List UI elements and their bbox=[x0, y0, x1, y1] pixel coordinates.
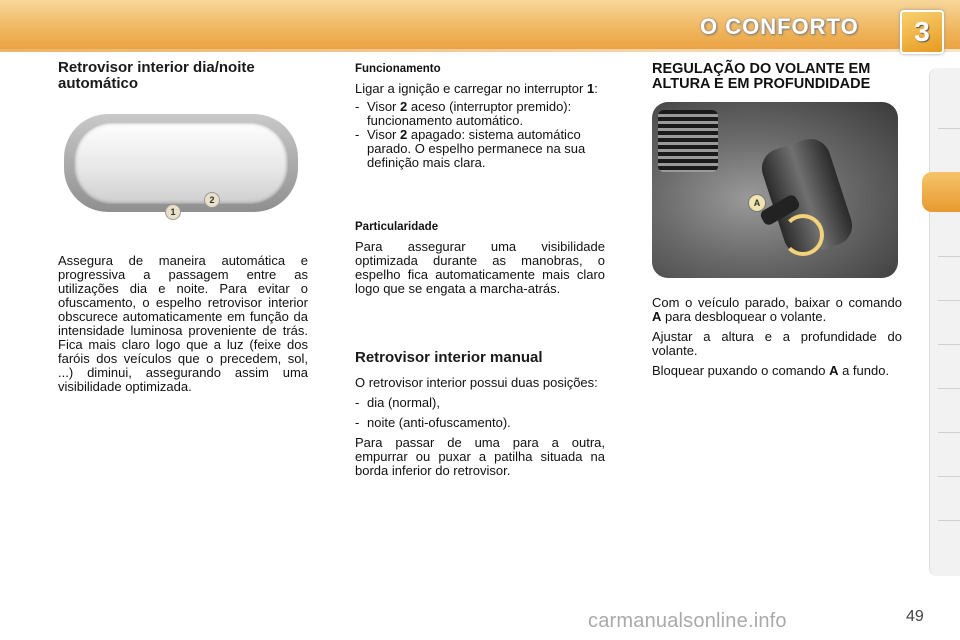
text-fragment: apagado: sistema automático parado. O espelho permanece na sua definição mais clara. bbox=[367, 127, 586, 170]
steering-step-2: Ajustar a altura e a profundidade do volante. bbox=[652, 329, 902, 358]
section-title-funcionamento: Funcionamento bbox=[355, 63, 441, 75]
steering-step-1 bbox=[652, 296, 902, 324]
auto-mirror-description: Assegura de maneira automática e progressiva a passagem entre as utilizações dia e noite. Para evitar o ofuscamento, o espelho retrovisor interior obscurece automaticamente em função da intensidade luminosa proveniente de trás. Fica mais claro logo que a luz (feixe dos faróis dos veículos que o precedem, sol, ...) diminui, assegurando assim uma visibilidade optimizada. bbox=[58, 253, 308, 394]
control-ref: A bbox=[829, 363, 839, 378]
callout-a: A bbox=[748, 194, 766, 212]
manual-body: Para passar de uma para a outra, empurrar ou puxar a patilha situada na borda inferior do retrovisor. bbox=[355, 435, 605, 478]
text-fragment: aceso (interruptor premido): funcionamento automático. bbox=[367, 99, 572, 128]
callout-1: 1 bbox=[165, 204, 181, 220]
funcionamento-intro bbox=[355, 82, 605, 96]
indicator-ref: 2 bbox=[400, 99, 408, 114]
page-number: 49 bbox=[906, 608, 924, 625]
side-tab-active[interactable] bbox=[922, 172, 960, 212]
side-tab[interactable] bbox=[938, 388, 960, 389]
chapter-number-badge: 3 bbox=[900, 10, 944, 54]
side-tab[interactable] bbox=[938, 432, 960, 433]
section-title-auto-mirror: Retrovisor interior dia/noite automático bbox=[58, 59, 255, 92]
list-item bbox=[355, 128, 605, 170]
text-fragment: Visor bbox=[367, 99, 400, 114]
funcionamento-list bbox=[355, 100, 605, 170]
side-tab[interactable] bbox=[938, 128, 960, 129]
particularidade-body: Para assegurar uma visibilidade optimizada durante as manobras, o espelho fica automaticamente mais claro logo que se engata a marcha-atrás. bbox=[355, 239, 605, 296]
chapter-side-tabs bbox=[929, 68, 960, 576]
text-fragment: a fundo. bbox=[838, 363, 890, 378]
mirror-frame bbox=[64, 114, 298, 212]
text-fragment: Ligar a ignição e carregar no interruptor bbox=[355, 81, 587, 96]
section-title-manual-mirror: Retrovisor interior manual bbox=[355, 349, 543, 366]
rotate-arrow-icon bbox=[782, 214, 824, 256]
list-item bbox=[355, 100, 605, 128]
switch-ref: 1 bbox=[586, 81, 595, 96]
text-fragment: para desbloquear o volante. bbox=[661, 309, 827, 324]
steering-figure bbox=[652, 102, 898, 278]
list-item: - noite (anti-ofuscamento). bbox=[355, 416, 605, 430]
section-title-particularidade: Particularidade bbox=[355, 221, 439, 233]
watermark: carmanualsonline.info bbox=[588, 610, 787, 632]
text-fragment: : bbox=[594, 81, 598, 96]
text-fragment: Visor bbox=[367, 127, 400, 142]
middle-column bbox=[355, 62, 605, 478]
right-column bbox=[652, 62, 902, 378]
side-tab[interactable] bbox=[938, 476, 960, 477]
chapter-title: O CONFORTO bbox=[700, 14, 859, 39]
callout-2: 2 bbox=[204, 192, 220, 208]
manual-positions-list bbox=[355, 396, 605, 430]
left-column bbox=[58, 60, 308, 394]
text-fragment: Bloquear puxando o comando bbox=[652, 363, 830, 378]
control-ref: A bbox=[652, 309, 662, 324]
text-fragment: Com o veículo parado, baixar o comando bbox=[652, 295, 902, 310]
side-tab[interactable] bbox=[938, 256, 960, 257]
side-tab[interactable] bbox=[938, 344, 960, 345]
mirror-glass bbox=[74, 122, 288, 204]
steering-step-3 bbox=[652, 364, 902, 378]
indicator-ref: 2 bbox=[400, 127, 408, 142]
section-title-steering-adjust: REGULAÇÃO DO VOLANTE EM ALTURA E EM PROFUNDIDADE bbox=[652, 61, 871, 92]
side-tab[interactable] bbox=[938, 520, 960, 521]
side-tab[interactable] bbox=[938, 300, 960, 301]
mirror-figure bbox=[58, 104, 308, 232]
manual-intro: O retrovisor interior possui duas posições: bbox=[355, 375, 598, 390]
list-item: - dia (normal), bbox=[355, 396, 605, 410]
air-vent bbox=[658, 110, 718, 172]
